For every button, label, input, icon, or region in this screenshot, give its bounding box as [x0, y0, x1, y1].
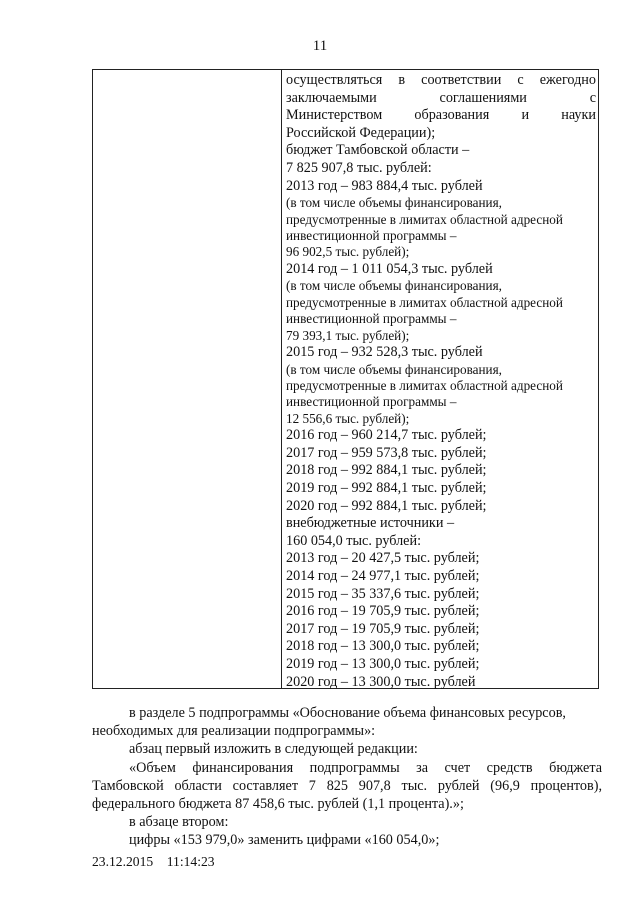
- paragraph-line: цифры «153 979,0» заменить цифрами «160 054,0»;: [129, 832, 440, 849]
- table-cell-line: 2013 год – 20 427,5 тыс. рублей;: [286, 550, 480, 567]
- table-cell-line: (в том числе объемы финансирования,: [286, 278, 502, 294]
- table-cell-line: инвестиционной программы –: [286, 311, 457, 327]
- paragraph-line: федерального бюджета 87 458,6 тыс. рублей (1,1 процента).»;: [92, 796, 464, 813]
- table-cell-line: 2013 год – 983 884,4 тыс. рублей: [286, 177, 483, 194]
- table-cell-line: Российской Федерации);: [286, 124, 436, 141]
- table-cell-line: 2019 год – 992 884,1 тыс. рублей;: [286, 480, 487, 496]
- paragraph-line: Тамбовской области составляет 7 825 907,8 тыс. рублей (96,9 процентов),: [92, 777, 602, 794]
- table-cell-line: предусмотренные в лимитах областной адресной: [286, 294, 563, 310]
- table-cell-line: 160 054,0 тыс. рублей:: [286, 532, 422, 549]
- paragraph-line: в разделе 5 подпрограммы «Обоснование объема финансовых ресурсов,: [129, 705, 566, 721]
- paragraph-line: в абзаце втором:: [129, 814, 229, 831]
- table-cell-line: 2014 год – 1 011 054,3 тыс. рублей: [286, 260, 493, 277]
- paragraph-line: необходимых для реализации подпрограммы»:: [92, 723, 376, 740]
- table-cell-line: 2020 год – 992 884,1 тыс. рублей;: [286, 497, 487, 514]
- table-cell-line: 2016 год – 960 214,7 тыс. рублей;: [286, 427, 487, 444]
- table-cell-line: инвестиционной программы –: [286, 394, 457, 410]
- table-cell-line: 12 556,6 тыс. рублей);: [286, 410, 410, 426]
- paragraph-line: «Объем финансирования подпрограммы за счет средств бюджета: [129, 759, 602, 776]
- table-cell-line: 2019 год – 13 300,0 тыс. рублей;: [286, 655, 480, 672]
- table-cell-line: (в том числе объемы финансирования,: [286, 195, 502, 211]
- table-cell-line: (в том числе объемы финансирования,: [286, 361, 502, 377]
- table-cell-line: 79 393,1 тыс. рублей);: [286, 327, 410, 343]
- table-cell-line: 2017 год – 959 573,8 тыс. рублей;: [286, 444, 487, 461]
- table-cell-line: осуществляться в соответствии с ежегодно: [286, 72, 596, 88]
- table-cell-line: 96 902,5 тыс. рублей);: [286, 244, 410, 260]
- table-cell-line: 2020 год – 13 300,0 тыс. рублей: [286, 673, 476, 690]
- table-cell-line: Министерством образования и науки: [286, 107, 596, 124]
- table-column-divider: [281, 70, 282, 688]
- table-cell-line: 2016 год – 19 705,9 тыс. рублей;: [286, 603, 480, 620]
- table-right-cell: [286, 72, 596, 691]
- table-cell-line: инвестиционной программы –: [286, 227, 457, 243]
- table-cell-line: предусмотренные в лимитах областной адресной: [286, 378, 563, 393]
- footer-timestamp: 23.12.2015 11:14:23: [92, 854, 215, 869]
- table-cell-line: 2014 год – 24 977,1 тыс. рублей;: [286, 567, 480, 584]
- table-cell-line: 2018 год – 992 884,1 тыс. рублей;: [286, 462, 487, 479]
- table-cell-line: 2015 год – 932 528,3 тыс. рублей: [286, 344, 483, 360]
- table-cell-line: 2015 год – 35 337,6 тыс. рублей;: [286, 585, 480, 602]
- table-cell-line: предусмотренные в лимитах областной адресной: [286, 211, 563, 227]
- table-cell-line: заключаемыми соглашениями с: [286, 89, 596, 106]
- funding-table: [92, 69, 599, 689]
- page-number: 11: [312, 38, 328, 54]
- table-cell-line: бюджет Тамбовской области –: [286, 142, 470, 159]
- paragraph-line: абзац первый изложить в следующей редакции:: [129, 741, 418, 758]
- table-cell-line: 2017 год – 19 705,9 тыс. рублей;: [286, 620, 480, 637]
- body-text: [92, 704, 602, 850]
- table-cell-line: внебюджетные источники –: [286, 515, 455, 532]
- table-cell-line: 2018 год – 13 300,0 тыс. рублей;: [286, 638, 480, 655]
- table-cell-line: 7 825 907,8 тыс. рублей:: [286, 159, 432, 176]
